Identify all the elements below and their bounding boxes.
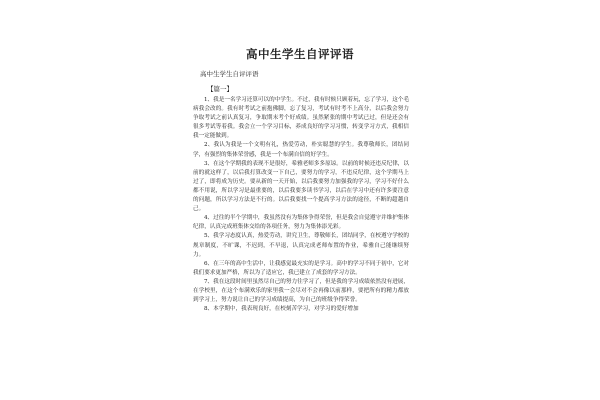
- paragraph: 6、在三年的高中生活中，让我感觉最充实的是学习。高中的学习不同于初中，它对我们要求更加严格，所以为了适应它，我已建立了成套的学习方法。: [193, 260, 409, 276]
- paragraph: 5、我学习态度认真，热爱劳动，讲究卫生，尊敬师长，团结同学，在校遵守学校的规章制度，不旷课，不迟到，不早退，认真完成老师布置的作业，希雅自己能继续努力。: [193, 233, 409, 258]
- document-subtitle: 高中生学生自评评语: [200, 70, 259, 78]
- document-title: 高中生学生自评评语: [246, 47, 354, 61]
- paragraph: 7、我在这段时间里虽然尽自己的努力往学习了，但是我的学习成绩依然没有进展，在学校里，在这个布满欢乐的家里我一会尽对不会再像以前那样，要把所有的精力都放到学习上，努力说让自己的学习成绩提高，为自己的班级争得荣誉。: [193, 278, 409, 304]
- section-label: 【篇一】: [207, 85, 233, 93]
- paragraph: 1、我是一名学习还算可以的中学生。不过，我有时候只顾着玩，忘了学习，这个毛病我会改的。我有时考试之前抱佛脚，忘了复习，考试有时考不上高分，以后我会努力争取考试之前认真复习，争取期末考个好成绩。虽然紧张的期中考试已过，但是还会有很多考试等着我。我会立一个学习目标，养成良好的学习习惯，转变学习方式，我相信我一定能做到。: [193, 97, 409, 140]
- document-body: [193, 96, 409, 314]
- paragraph: 3、在这个学期我的表现不是很好，希雅老师多多原谅。以前的时候还违反纪律，以前的就这样了，以后我打算改变一下自己，要努力的学习，不违反纪律，这个学期马上过了，即将成为历史。要从新的一天开始，以后我要努力加强我的学习，学习不好什么都不用说，所以学习是最重要的，以后我要多读书学习，以后在学习中还有许多要注意的问题，所以学习方法是不行的。以后我要找一个提高学习方法的途径，不断的超越自己。: [193, 160, 409, 213]
- paragraph: 8、本学期中，我表现良好，在校刻苦学习，对学习的爱好增加: [204, 306, 359, 313]
- paragraph: 4、过往的半个学期中，我虽然没有为集体争得荣誉，但是我会自觉遵守并维护集体纪律，认真完成班集体交给的各项任务，努力为集体添光彩。: [193, 215, 409, 231]
- paragraph: 2、我认为我是一个文明有礼，热爱劳动，朴实聪慧的学生。我尊敬师长，团结同学，有强烈的集体荣誉感，我是一个布满自信的好学生。: [193, 142, 409, 158]
